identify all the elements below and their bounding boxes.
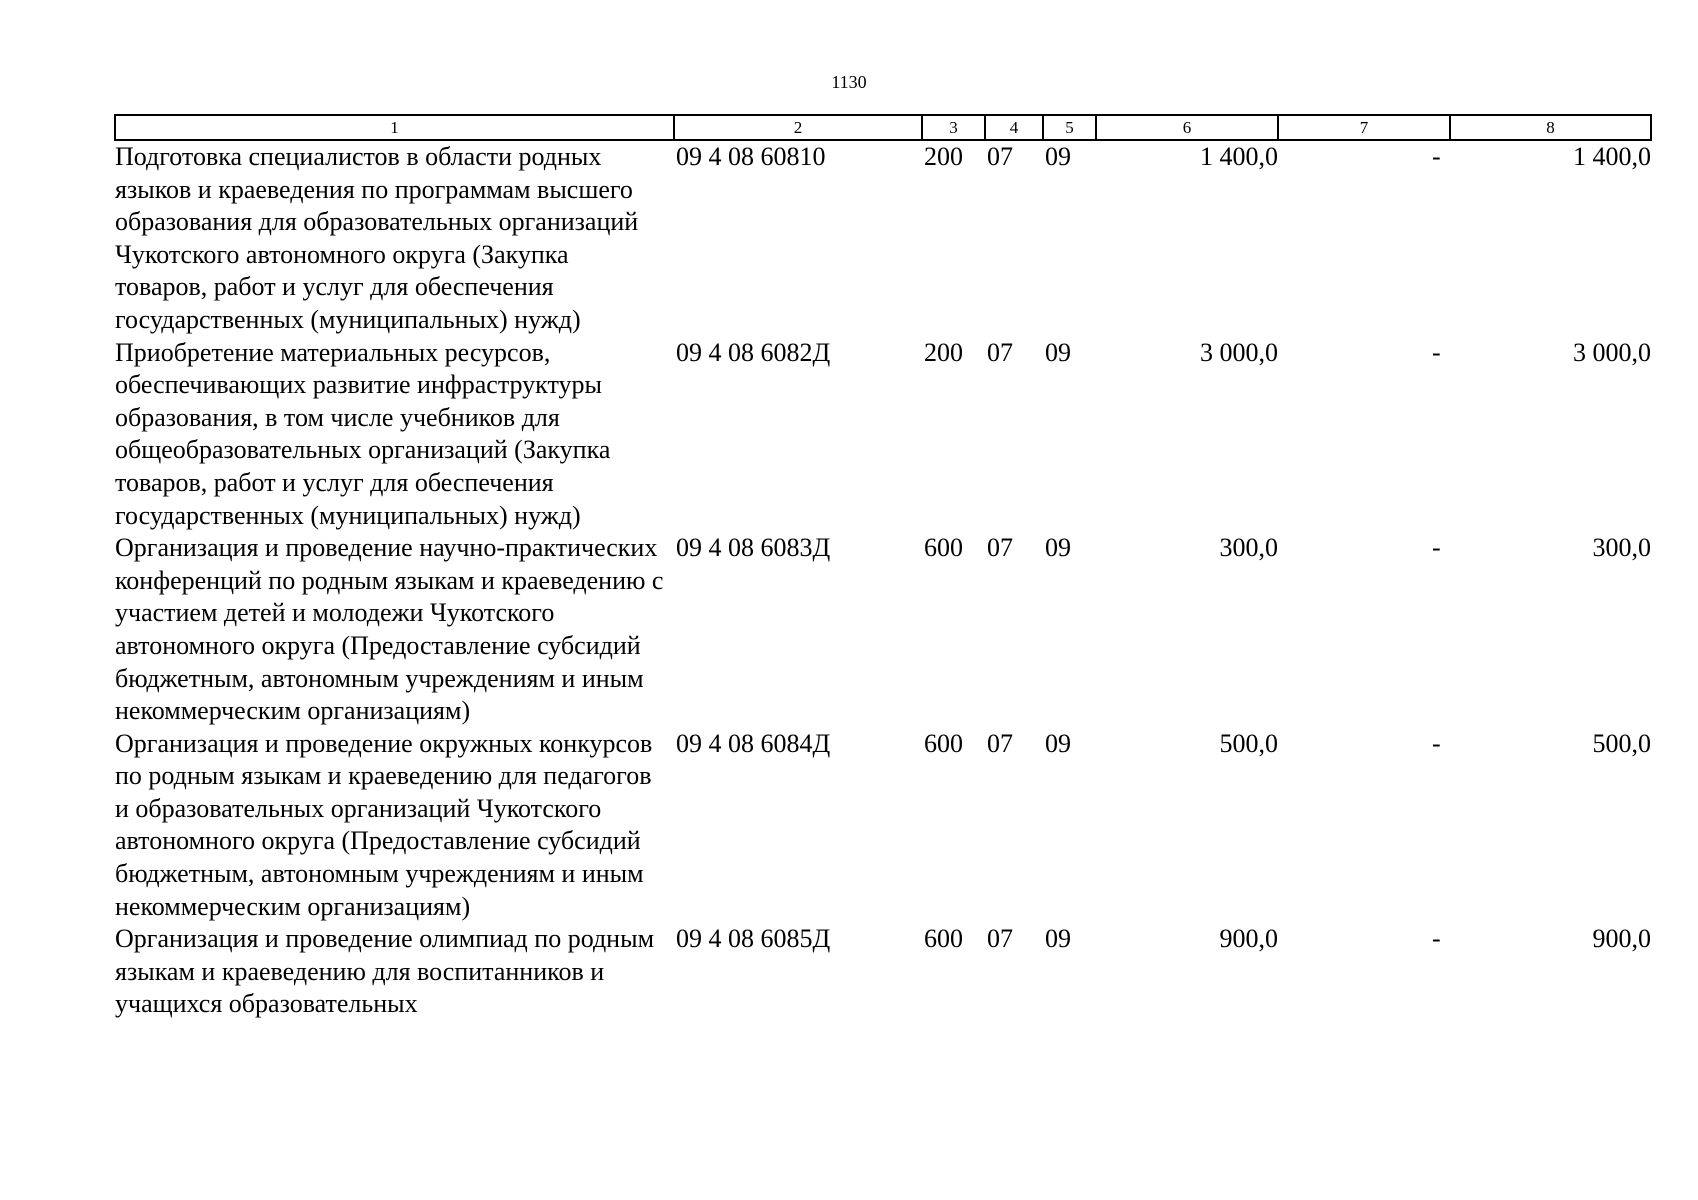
table-header (115, 115, 1651, 140)
row-rz-code: 07 (987, 728, 1013, 758)
row-rz-code: 07 (987, 337, 1013, 367)
table-row (115, 532, 1651, 728)
row-amount: 3 000,0 (1200, 337, 1278, 367)
table-row (115, 728, 1651, 924)
row-pr-code: 09 (1045, 142, 1071, 171)
row-total: 1 400,0 (1573, 142, 1651, 171)
row-total: 3 000,0 (1573, 337, 1651, 367)
row-change: - (1432, 924, 1441, 954)
header-col-6: 6 (1096, 115, 1278, 140)
row-change: - (1432, 142, 1441, 171)
row-csr-code: 09 4 08 6082Д (676, 337, 831, 367)
row-vr-code: 600 (924, 924, 963, 954)
row-name: Организация и проведение окружных конкурсов по родным языкам и краеведению для педагогов и образовательных организаций Чукотского автономного округа (Предоставление субсидий бюджетным, автономным учреждениям и иным некоммерческим организациям) (115, 728, 653, 921)
row-amount: 900,0 (1219, 924, 1278, 954)
header-col-1: 1 (115, 115, 674, 140)
header-col-8: 8 (1450, 115, 1651, 140)
row-change: - (1432, 337, 1441, 367)
row-vr-code: 200 (924, 142, 963, 171)
row-change-cell (1278, 728, 1450, 924)
row-change-cell (1278, 337, 1450, 533)
row-pr-code: 09 (1045, 533, 1071, 563)
header-col-5: 5 (1043, 115, 1096, 140)
page-number: 1130 (831, 72, 867, 92)
row-amount: 1 400,0 (1200, 142, 1278, 171)
row-csr-code: 09 4 08 6085Д (676, 924, 831, 954)
row-amount: 300,0 (1219, 533, 1278, 563)
row-change: - (1432, 728, 1441, 758)
header-row (115, 115, 1651, 140)
row-vr-code: 600 (924, 728, 963, 758)
row-change-cell (1278, 923, 1450, 1021)
budget-table (114, 114, 1652, 1021)
row-total: 900,0 (1592, 924, 1651, 954)
row-change-cell (1278, 140, 1450, 337)
row-csr-code: 09 4 08 60810 (676, 142, 826, 171)
table-body (115, 140, 1651, 1021)
row-csr-code: 09 4 08 6084Д (676, 728, 831, 758)
row-vr-code: 200 (924, 337, 963, 367)
row-rz-code: 07 (987, 142, 1013, 171)
row-total: 300,0 (1592, 533, 1651, 563)
row-change: - (1432, 533, 1441, 563)
row-name: Подготовка специалистов в области родных языков и краеведения по программам высшего образования для образовательных организаций Чукотского автономного округа (Закупка товаров, работ и услуг для обеспечения государственных (муниципальных) нужд) (115, 142, 639, 334)
header-col-7: 7 (1278, 115, 1450, 140)
row-total: 500,0 (1592, 728, 1651, 758)
header-col-2: 2 (674, 115, 922, 140)
row-pr-code: 09 (1045, 337, 1071, 367)
row-name: Организация и проведение олимпиад по родным языкам и краеведению для воспитанников и учащихся образовательных (115, 924, 655, 1019)
table-row (115, 337, 1651, 533)
row-name: Приобретение материальных ресурсов, обеспечивающих развитие инфраструктуры образования, в том числе учебников для общеобразовательных организаций (Закупка товаров, работ и услуг для обеспечения государственных (муниципальных) нужд) (115, 337, 611, 530)
row-pr-code: 09 (1045, 728, 1071, 758)
row-amount: 500,0 (1219, 728, 1278, 758)
row-vr-code: 600 (924, 533, 963, 563)
table-row (115, 923, 1651, 1021)
header-col-3: 3 (922, 115, 985, 140)
row-name: Организация и проведение научно-практических конференций по родным языкам и краеведению с участием детей и молодежи Чукотского автономного округа (Предоставление субсидий бюджетным, автономным учреждениям и иным некоммерческим организациям) (115, 533, 664, 726)
row-csr-code: 09 4 08 6083Д (676, 533, 831, 563)
row-pr-code: 09 (1045, 924, 1071, 954)
row-rz-code: 07 (987, 924, 1013, 954)
table-row (115, 140, 1651, 337)
row-rz-code: 07 (987, 533, 1013, 563)
row-change-cell (1278, 532, 1450, 728)
header-col-4: 4 (985, 115, 1043, 140)
